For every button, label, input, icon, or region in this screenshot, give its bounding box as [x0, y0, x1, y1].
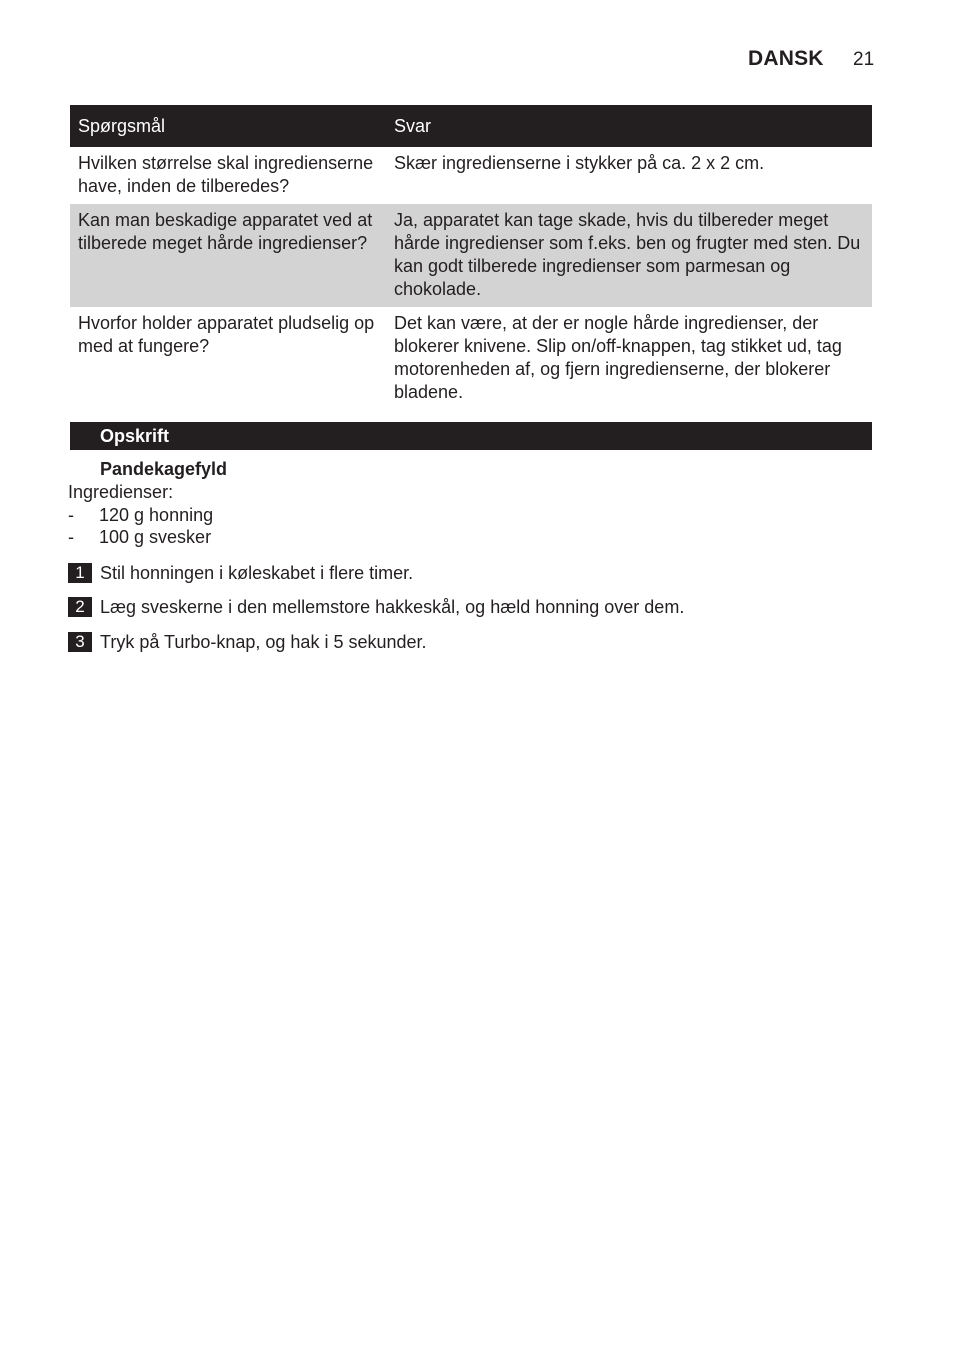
table-row: [70, 307, 872, 410]
faq-answer: Det kan være, at der er nogle hårde ingredienser, der blokerer knivene. Slip on/off-knappen, tag stikket ud, tag motorenheden af, og fjern ingredienserne, der blokerer bladene.: [394, 313, 842, 402]
faq-answer: Skær ingredienserne i stykker på ca. 2 x 2 cm.: [394, 153, 765, 173]
list-bullet: -: [68, 505, 74, 525]
faq-answer: Ja, apparatet kan tage skade, hvis du tilbereder meget hårde ingredienser som f.eks. ben og frugter med sten. Du kan godt tilberede ingredienser som parmesan og chokolade.: [386, 204, 872, 307]
section-heading-recipe: Opskrift: [70, 422, 872, 450]
recipe-title: Pandekagefyld: [100, 459, 228, 479]
faq-header-row: [70, 105, 872, 147]
ingredient-text: 120 g honning: [99, 505, 214, 525]
faq-table: [70, 105, 872, 410]
faq-column-answer: Svar: [386, 105, 872, 147]
step-number-badge: 3: [68, 632, 92, 652]
table-row: [70, 204, 872, 307]
table-row: [70, 147, 872, 204]
step-text: Tryk på Turbo-knap, og hak i 5 sekunder.: [100, 632, 427, 652]
faq-question: Kan man beskadige apparatet ved at tilberede meget hårde ingredienser?: [70, 204, 386, 307]
faq-question: Hvilken størrelse skal ingredienserne have, inden de tilberedes?: [78, 153, 374, 196]
page-number: 21: [853, 49, 875, 70]
step-number-badge: 2: [68, 597, 92, 617]
faq-question: Hvorfor holder apparatet pludselig op med at fungere?: [78, 313, 375, 356]
header-language: DANSK: [748, 47, 824, 70]
ingredients-label: Ingredienser:: [68, 482, 174, 502]
step-number-badge: 1: [68, 563, 92, 583]
faq-column-question: Spørgsmål: [70, 105, 386, 147]
list-bullet: -: [68, 527, 74, 547]
step-text: Læg sveskerne i den mellemstore hakkeskål, og hæld honning over dem.: [100, 597, 685, 617]
step-text: Stil honningen i køleskabet i flere timer.: [100, 563, 414, 583]
ingredient-text: 100 g svesker: [99, 527, 212, 547]
